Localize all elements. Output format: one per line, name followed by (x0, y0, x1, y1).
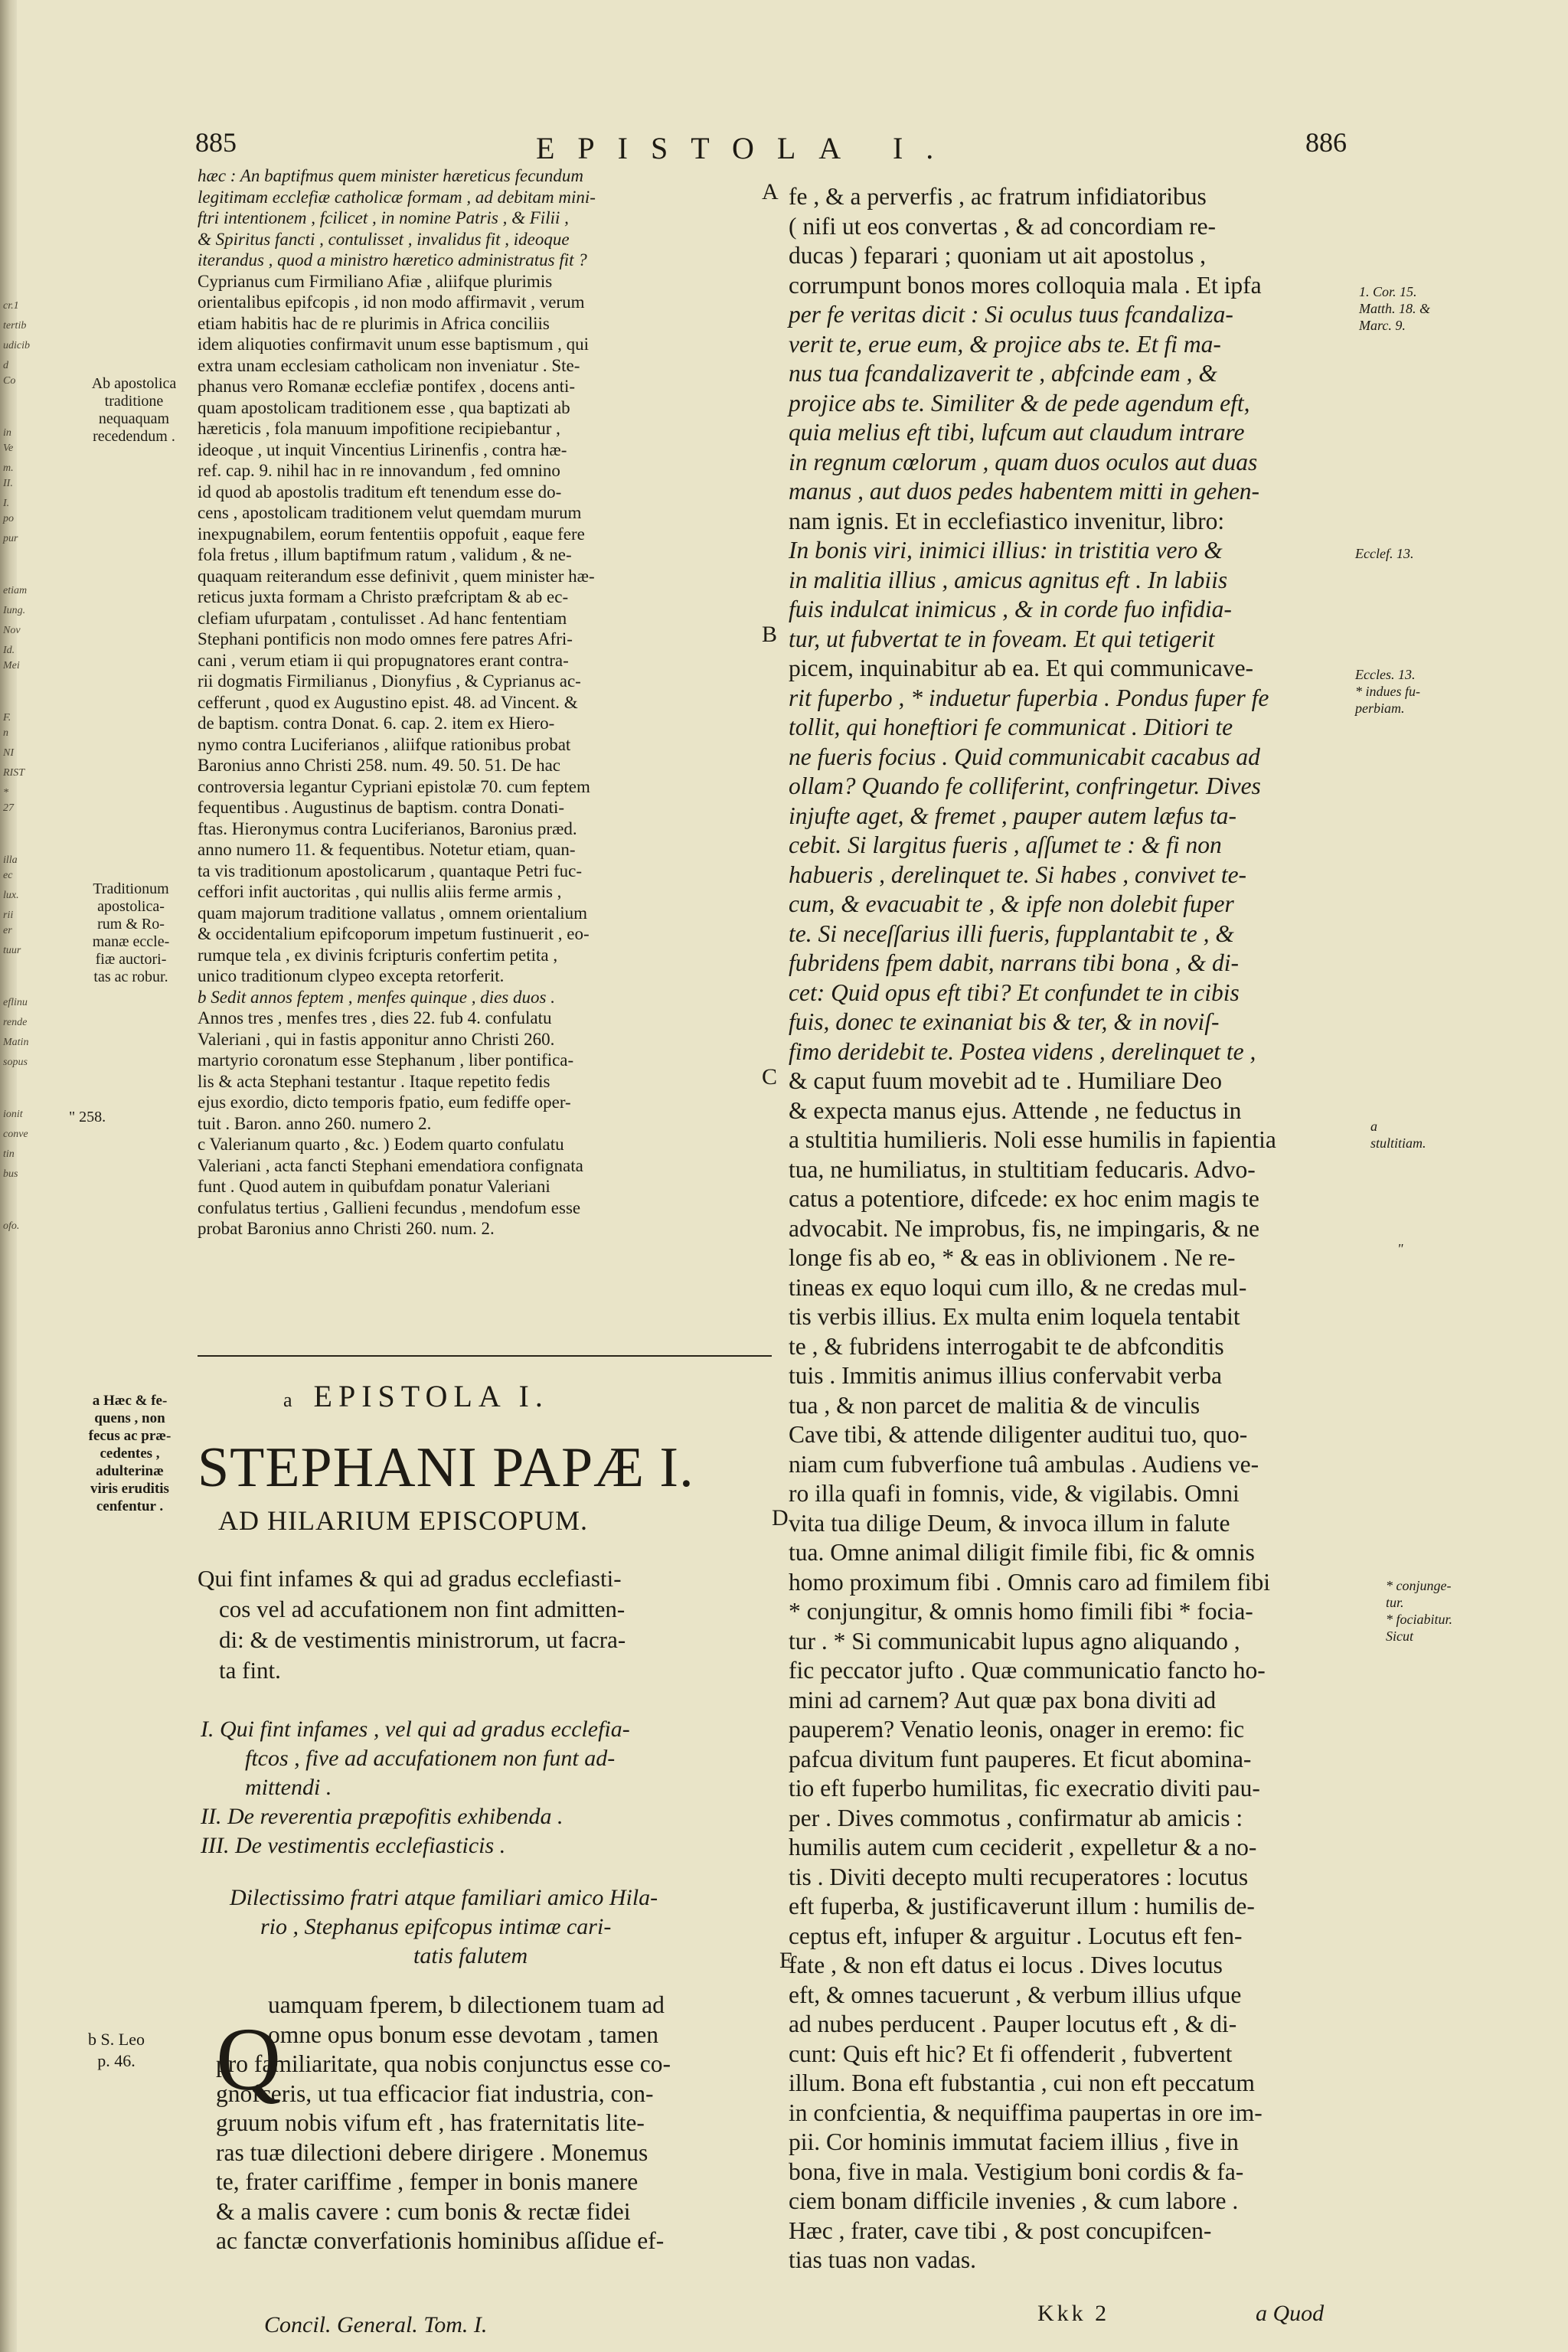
text-line: fe , & a perverfis , ac fratrum infidiatoribus (789, 183, 1207, 210)
gutter-fragment: Id. Mei (3, 645, 20, 671)
gutter-fragment: m. II. (3, 462, 14, 489)
margin-note-line: viris eruditis (90, 1481, 169, 1497)
note-line: cens , apostolicam traditionem velut quemdam murum (198, 503, 582, 522)
gutter-fragment: tuur (3, 945, 21, 956)
margin-note-line: cedentes , (100, 1446, 160, 1462)
text-line: manus , aut duos pedes habentem mitti in gehen- (789, 478, 1260, 505)
note-line: quaquam reiterandum esse definivit , quem minister hæ- (198, 566, 595, 586)
margin-note-line: apostolica- (97, 898, 165, 915)
note-line: Stephani pontificis non modo omnes fere patres Afri- (198, 629, 573, 648)
letter-body (216, 1991, 782, 2256)
text-line: & caput fuum movebit ad te . Humiliare Deo (789, 1067, 1222, 1094)
note-line: fola fretus , illum baptifmum ratum , validum , & ne- (198, 545, 572, 564)
text-line: Hæc , frater, cave tibi , & post concupifcen- (789, 2216, 1212, 2244)
text-line: te , & fubridens interrogabit te de abfconditis (789, 1332, 1224, 1360)
section-letter-d: D (772, 1505, 789, 1530)
section-letter-a: A (762, 179, 779, 204)
text-line: longe fis ab eo, * & eas in oblivionem . Ne re- (789, 1244, 1236, 1271)
note-line: legitimam ecclefiæ catholicæ formam , ad debitam mini- (198, 187, 596, 207)
note-line: confulatus tertius , Gallieni fecundus , mendofum esse (198, 1197, 581, 1217)
note-line: etiam habitis hac de re plurimis in Africa conciliis (198, 313, 550, 333)
right-note-line: Sicut (1386, 1628, 1413, 1644)
text-line: catus a potentiore, difcede: ex hoc enim magis te (789, 1185, 1259, 1212)
note-line: funt . Quod autem in quibufdam ponatur Valeriani (198, 1177, 550, 1196)
section-letter-e: E (779, 1948, 794, 1973)
margin-note-line: recedendum . (93, 428, 175, 445)
text-line: & expecta manus ejus. Attende , ne feductus in (789, 1096, 1242, 1124)
text-line: tur, ut fubvertat te in foveam. Et qui tetigerit (789, 625, 1215, 652)
chapter-line: I. Qui fint infames , vel qui ad gradus ecclefia- (201, 1717, 630, 1742)
text-line: tias tuas non vadas. (789, 2246, 976, 2273)
gutter-fragment: cr.1 (3, 300, 19, 312)
margin-note-line: a Hæc & fe- (92, 1393, 168, 1409)
sub-title: AD HILARIUM EPISCOPUM. (218, 1505, 589, 1536)
margin-note-line: cenfentur . (96, 1498, 164, 1514)
gutter-fragment: rende (3, 1017, 28, 1028)
margin-note-line: nequaquam (98, 410, 170, 427)
gutter-fragment: RIST (3, 767, 24, 779)
note-line: ejus exordio, dicto temporis fpatio, eum fediffe oper- (198, 1093, 571, 1112)
text-line: tis verbis illius. Ex multa enim loquela tentabit (789, 1303, 1240, 1330)
footer-source: Concil. General. Tom. I. (264, 2312, 488, 2337)
summary (198, 1563, 779, 1686)
text-line: fubridens fpem dabit, narrans tibi bona , & di- (789, 949, 1240, 976)
gutter-fragment: rii er (3, 910, 14, 936)
text-line: ad nubes perducent . Pauper locutus eft , & di- (789, 2011, 1237, 2037)
chapter-line: mittendi . (245, 1775, 332, 1800)
section-letter-b: B (762, 622, 778, 647)
right-margin-ref-cor (1359, 283, 1489, 334)
note-line: nymo contra Luciferianos , aliifque rationibus probat (198, 734, 571, 754)
text-line: nam ignis. Et in ecclefiastico invenitur, libro: (789, 507, 1225, 534)
note-line: controversia legantur Cypriani epistolæ 70. cum feptem (198, 776, 590, 796)
right-note-line: stultitiam. (1370, 1135, 1426, 1151)
note-line: id quod ab apostolis traditum eft tenendum esse do- (198, 482, 562, 501)
gutter-fragment: in Ve (3, 427, 14, 454)
note-line: cefferunt , quod ex Augustino epist. 48. ad Vincent. & (198, 692, 578, 712)
note-line: orientalibus epifcopis , id non modo affirmavit , verum (198, 292, 585, 312)
greeting-line: rio , Stephanus epifcopus intimæ cari- (260, 1914, 612, 1939)
note-line: inexpugnabilem, eorum fententiis oppofuit , eaque fere (198, 524, 585, 544)
note-line: tuit . Baron. anno 260. numero 2. (198, 1113, 432, 1133)
chapter-list (201, 1715, 782, 1860)
epistle-heading (283, 1378, 549, 1414)
right-note-line: Marc. 9. (1359, 318, 1406, 333)
note-line: Baronius anno Christi 258. num. 49. 50. 51. De hac (198, 756, 561, 775)
body-line: omne opus bonum esse devotam , tamen (268, 2020, 659, 2048)
text-line: illum. Bona eft fubstantia , cui non eft peccatum (789, 2069, 1255, 2096)
gutter-fragment: tertib (3, 320, 27, 332)
gutter-fragment: ofo. (3, 1220, 20, 1232)
text-line: tollit, qui honeftiori fe communicat . Ditiori te (789, 714, 1233, 740)
note-line: c Valerianum quarto , &c. ) Eodem quarto confulatu (198, 1135, 564, 1154)
text-line: a stultitia humilieris. Noli esse humilis in fapientia (789, 1126, 1276, 1153)
greeting-line: tatis falutem (413, 1943, 528, 1968)
text-line: homo proximum fibi . Omnis caro ad fimilem fibi (789, 1568, 1271, 1596)
margin-note-traditionum (66, 880, 196, 986)
note-line: hæc : An baptifmus quem minister hæreticus fecundum (198, 166, 584, 185)
text-line: per . Dives commotus , confirmatur ab amicis : (789, 1804, 1243, 1831)
chapter-line: II. De reverentia præpofitis exhibenda . (201, 1804, 564, 1829)
note-line: rumque tela , ex divinis fcripturis confertim petita , (198, 945, 558, 965)
margin-note-line: quens , non (94, 1410, 165, 1426)
catchword: a Quod (1256, 2301, 1325, 2326)
text-line: quia melius eft tibi, lufcum aut claudum intrare (789, 419, 1245, 446)
margin-note-line: tas ac robur. (93, 969, 168, 985)
running-head-title: EPISTOLA I. (536, 131, 957, 165)
text-line: pafcua divitum funt pauperes. Et ficut abomina- (789, 1745, 1252, 1772)
note-line: b Sedit annos feptem , menfes quinque , dies duos . (198, 987, 555, 1007)
gutter-fragment: udicib (3, 340, 30, 351)
drop-cap: Q (216, 2009, 282, 2109)
note-line: hæreticis , fola manuum impofitione recipiebantur , (198, 419, 560, 438)
gutter-fragment: I. po (3, 498, 14, 524)
margin-note-line: adulterinæ (96, 1463, 164, 1479)
right-note-line: * fociabitur. (1386, 1612, 1453, 1627)
chapter-line: ftcos , five ad accufationem non funt ad- (245, 1746, 616, 1771)
body-line: ac fanctæ converfationis hominibus aſſidue ef- (216, 2227, 665, 2254)
right-note-line: Matth. 18. & (1359, 301, 1430, 316)
right-note-line: tur. (1386, 1595, 1404, 1610)
text-line: tuis . Immitis animus illius confervabit verba (789, 1362, 1223, 1389)
note-line: fequentibus . Augustinus de baptism. contra Donati- (198, 798, 565, 817)
text-line: bona, five in mala. Vestigium boni cordis & fa- (789, 2158, 1244, 2185)
text-line: in malitia illius , amicus agnitus eft . In labiis (789, 566, 1228, 593)
left-page-number: 885 (195, 127, 237, 158)
text-line: fimo deridebit te. Postea videns , derelinquet te , (789, 1037, 1256, 1065)
body-line: ras tuæ dilectioni debere dirigere . Monemus (216, 2138, 648, 2166)
text-line: ciem bonam difficile invenies , & cum labore . (789, 2187, 1239, 2214)
right-note-line: a (1370, 1119, 1377, 1134)
text-line: fic peccator jufto . Quæ communicatio fancto ho- (789, 1657, 1266, 1684)
right-note-line: Eccles. 13. (1355, 667, 1416, 682)
note-line: ftri intentionem , fcilicet , in nomine Patris , & Filii , (198, 208, 569, 227)
margin-note-line: p. 46. (97, 2051, 136, 2070)
text-line: pauperem? Venatio leonis, onager in eremo: fic (789, 1716, 1245, 1743)
text-line: injufte aget, & fremet , pauper autem læfus ta- (789, 802, 1237, 829)
text-line: mini ad carnem? Aut quæ pax bona diviti ad (789, 1686, 1217, 1713)
gutter-text-fragments (3, 299, 30, 1239)
note-line: anno numero 11. & fequentibus. Notetur etiam, quan- (198, 840, 576, 859)
margin-note-adulterinae (63, 1392, 197, 1515)
note-line: de baptism. contra Donat. 6. cap. 2. item ex Hiero- (198, 714, 555, 733)
right-margin-ref-ecclef: Ecclef. 13. (1355, 546, 1414, 561)
note-line: ceffori infit auctoritas , qui nullis aliis ferme armis , (198, 882, 562, 901)
epistle-heading-label: EPISTOLA I. (313, 1379, 549, 1413)
text-line: tua , & non parcet de malitia & de vinculis (789, 1391, 1200, 1419)
text-line: eft, & omnes tacuerunt , & verbum illius ufque (789, 1981, 1242, 2008)
body-line: pro familiaritate, qua nobis conjunctus esse co- (216, 2050, 671, 2077)
text-line: fuis, donec te exinaniat bis & ter, & in noviſ- (789, 1008, 1220, 1035)
right-margin-ref-stultitiam (1370, 1118, 1508, 1152)
body-line: gnofceris, ut tua efficacior fiat industria, con- (216, 2079, 654, 2107)
margin-note-leo (70, 2029, 162, 2072)
text-line: picem, inquinabitur ab ea. Et qui communicave- (789, 655, 1254, 681)
gutter-fragment: sopus (3, 1057, 28, 1068)
note-line: probat Baronius anno Christi 260. num. 2. (198, 1219, 495, 1238)
note-line: ideoque , ut inquit Vincentius Lirinenfis , contra hæ- (198, 439, 567, 459)
body-line: & a malis cavere : cum bonis & rectæ fidei (216, 2197, 631, 2225)
text-line: in regnum cœlorum , quam duos oculos aut duas (789, 448, 1258, 475)
note-line: & occidentalium epifcoporum impetum fustinuerit , eo- (198, 924, 590, 943)
note-line: Cyprianus cum Firmiliano Afiæ , aliifque plurimis (198, 271, 553, 291)
text-line: ducas ) feparari ; quoniam ut ait apostolus , (789, 242, 1206, 269)
margin-note-line: Traditionum (93, 880, 169, 897)
gutter-fragment: bus (3, 1168, 18, 1180)
text-line: in confcientia, & nequiffima paupertas in ore im- (789, 2099, 1263, 2126)
right-margin-ref-conjungetur (1386, 1577, 1524, 1645)
body-line: gruum nobis vifum eft , has fraternitatis lite- (216, 2109, 645, 2136)
margin-note-line: b S. Leo (88, 2030, 145, 2049)
right-note-line: 1. Cor. 15. (1359, 284, 1417, 299)
note-line: rii dogmatis Firmilianus , Dionyfius , & Cyprianus ac- (198, 671, 581, 691)
gutter-fragment: * 27 (3, 787, 14, 814)
text-line: verit te, erue eum, & projice abs te. Et fi ma- (789, 330, 1221, 358)
gutter-fragment: eflinu (3, 997, 28, 1008)
text-line: niam cum fubverfione tuâ ambulas . Audiens ve- (789, 1450, 1259, 1478)
summary-line: Qui fint infames & qui ad gradus ecclefiasti- (198, 1565, 622, 1592)
section-letter-c: C (762, 1064, 778, 1089)
right-note-line: * indues fu- (1355, 684, 1420, 699)
summary-line: di: & de vestimentis ministrorum, ut facra- (219, 1626, 626, 1653)
note-line: quam majorum traditione vallatus , omnem orientalium (198, 903, 588, 923)
note-line: Annos tres , menfes tres , dies 22. fub 4. confulatu (198, 1008, 552, 1027)
note-line: quam apostolicam traditionem esse , qua baptizati ab (198, 397, 570, 417)
summary-line: ta fint. (219, 1657, 281, 1684)
text-line: ne fueris focius . Quid communicabit cacabus ad (789, 743, 1260, 770)
note-line: phanus vero Romanæ ecclefiæ pontifex , docens anti- (198, 377, 576, 396)
gutter-fragment: d Co (3, 360, 16, 387)
note-line: unico traditionum clypeo excepta retorferit. (198, 966, 505, 985)
gutter-fragment: NI (3, 747, 14, 759)
greeting-line: Dilectissimo fratri atque familiari amico Hila- (230, 1885, 658, 1910)
text-line: advocabit. Ne improbus, fis, ne impingaris, & ne (789, 1214, 1260, 1242)
text-line: pii. Cor hominis immutat faciem illius , five in (789, 2128, 1239, 2155)
margin-note-258: " 258. (69, 1109, 106, 1125)
margin-note-line: rum & Ro- (97, 916, 165, 933)
margin-note-line: fecus ac præ- (88, 1428, 172, 1444)
right-note-line: perbiam. (1355, 701, 1405, 716)
right-note-line: * conjunge- (1386, 1578, 1452, 1593)
text-line: ollam? Quando fe colliferint, confringetur. Dives (789, 773, 1261, 799)
note-line: extra unam ecclesiam catholicam non inveniatur . Ste- (198, 355, 580, 375)
text-line: rit fuperbo , * induetur fuperbia . Pondus fuper fe (789, 684, 1269, 711)
gutter-fragment: tin (3, 1148, 15, 1160)
note-line: Valeriani , qui in fastis apponitur anno Christi 260. (198, 1029, 555, 1049)
text-line: tua, ne humiliatus, in stultitiam feducaris. Advo- (789, 1155, 1256, 1183)
gutter-fragment: Iung. (3, 605, 26, 616)
note-line: clefiam ufurpatam , contulisset . Ad hanc fententiam (198, 608, 567, 628)
note-line: martyrio coronatum esse Stephanum , liber pontifica- (198, 1050, 574, 1070)
right-margin-ref-eccles (1355, 666, 1462, 717)
text-line: In bonis viri, inimici illius: in tristitia vero & (789, 537, 1223, 564)
left-column-notes (198, 165, 779, 1240)
margin-note-apostolica (69, 375, 199, 446)
note-line: reticus juxta formam a Christo præfcriptam & ab ec- (198, 587, 569, 606)
note-line: ta vis traditionum apostolicarum , quantaque Petri fuc- (198, 861, 583, 880)
note-line: ref. cap. 9. nihil hac in re innovandum , fed omnino (198, 461, 560, 480)
gutter-fragment: Matin (3, 1037, 29, 1048)
text-line: eft fuperba, & justificaverunt illum : humilis de- (789, 1893, 1255, 1919)
note-line: & Spiritus fancti , contulisset , invalidus fit , ideoque (198, 229, 570, 249)
right-page-number: 886 (1305, 127, 1347, 158)
text-line: Cave tibi, & attende diligenter auditui tuo, quo- (789, 1421, 1248, 1448)
gutter-fragment: etiam (3, 585, 28, 596)
note-line: lis & acta Stephani testantur . Itaque repetito fedis (198, 1071, 550, 1091)
note-line: Valeriani , acta fancti Stephani emendatiora confignata (198, 1155, 583, 1175)
text-line: habueris , derelinquet te. Si habes , convivet te- (789, 861, 1247, 888)
margin-note-line: manæ eccle- (92, 933, 170, 950)
text-line: humilis autem cum ceciderit , expelletur & a no- (789, 1834, 1257, 1860)
text-line: cet: Quid opus eft tibi? Et confundet te in cibis (789, 978, 1240, 1006)
gutter-fragment: ionit (3, 1109, 23, 1120)
right-margin-ref-quote: " (1397, 1241, 1403, 1256)
main-title: STEPHANI PAPÆ I. (198, 1436, 694, 1499)
signature-mark: Kkk 2 (1037, 2301, 1110, 2326)
text-line: fate , & non eft datus ei locus . Dives locutus (789, 1952, 1223, 1978)
text-line: tineas ex equo loqui cum illo, & ne credas mul- (789, 1273, 1247, 1301)
text-line: vita tua dilige Deum, & invoca illum in falute (789, 1509, 1230, 1537)
text-line: ro illa quafi in fomnis, vide, & vigilabis. Omni (789, 1480, 1240, 1507)
gutter-fragment: illa ec (3, 854, 18, 881)
text-line: * conjungitur, & omnis homo fimili fibi * focia- (789, 1598, 1253, 1625)
text-line: tis . Diviti decepto multi recuperatores : locutus (789, 1863, 1249, 1890)
text-line: nus tua fcandalizaverit te , abfcinde eam , & (789, 360, 1217, 387)
text-line: cunt: Quis eft hic? Et fi offenderit , fubvertent (789, 2040, 1233, 2067)
text-line: tur . * Si communicabit lupus agno aliquando , (789, 1627, 1240, 1655)
chapter-line: III. De vestimentis ecclefiasticis . (201, 1833, 506, 1858)
note-line: idem aliquoties confirmavit unum esse baptismum , qui (198, 335, 590, 354)
text-line: te. Si neceſſarius illi fueris, fupplantabit te , & (789, 920, 1234, 947)
gutter-fragment: F. n (3, 712, 11, 739)
text-line: corrumpunt bonos mores colloquia mala . Et ipfa (789, 271, 1262, 299)
text-line: ceptus eft, infuper & arguitur . Locutus eft fen- (789, 1922, 1243, 1949)
gutter-fragment: pur (3, 533, 18, 544)
text-line: fuis indulcat inimicus , & in corde fuo infidia- (789, 596, 1232, 622)
margin-note-line: Ab apostolica (91, 375, 177, 392)
body-line: uamquam fperem, b dilectionem tuam ad (268, 1991, 665, 2018)
text-line: cebit. Si largitus fueris , aſſumet te : & fi non (789, 831, 1222, 858)
text-line: per fe veritas dicit : Si oculus tuus fcandaliza- (789, 301, 1233, 328)
margin-note-line: traditione (104, 393, 164, 410)
section-rule (198, 1355, 772, 1357)
right-column-text (789, 182, 1393, 2275)
text-line: projice abs te. Similiter & de pede agendum eft, (789, 389, 1250, 416)
gutter-fragment: conve (3, 1129, 28, 1140)
note-line: ftas. Hieronymus contra Luciferianos, Baronius præd. (198, 818, 577, 838)
summary-line: cos vel ad accufationem non fint admitten- (219, 1596, 626, 1622)
note-line: cani , verum etiam ii qui propugnatores erant contra- (198, 650, 569, 670)
gutter-fragment: Nov (3, 625, 21, 636)
gutter-fragment: lux. (3, 890, 19, 901)
greeting (230, 1883, 781, 1971)
margin-note-line: fiæ auctori- (95, 951, 167, 968)
text-line: tio eft fuperbo humilitas, fic execratio diviti pau- (789, 1775, 1260, 1802)
text-line: cum, & evacuabit te , & ipfe non dolebit fuper (789, 890, 1234, 917)
text-line: ( nifi ut eos convertas , & ad concordiam re- (789, 212, 1217, 240)
epistle-heading-mark: a (283, 1389, 292, 1411)
text-line: tua. Omne animal diligit fimile fibi, fic & omnis (789, 1539, 1255, 1566)
note-line: iterandus , quod a ministro hæretico administratus fit ? (198, 250, 587, 270)
body-line: te, frater cariffime , femper in bonis manere (216, 2168, 639, 2195)
